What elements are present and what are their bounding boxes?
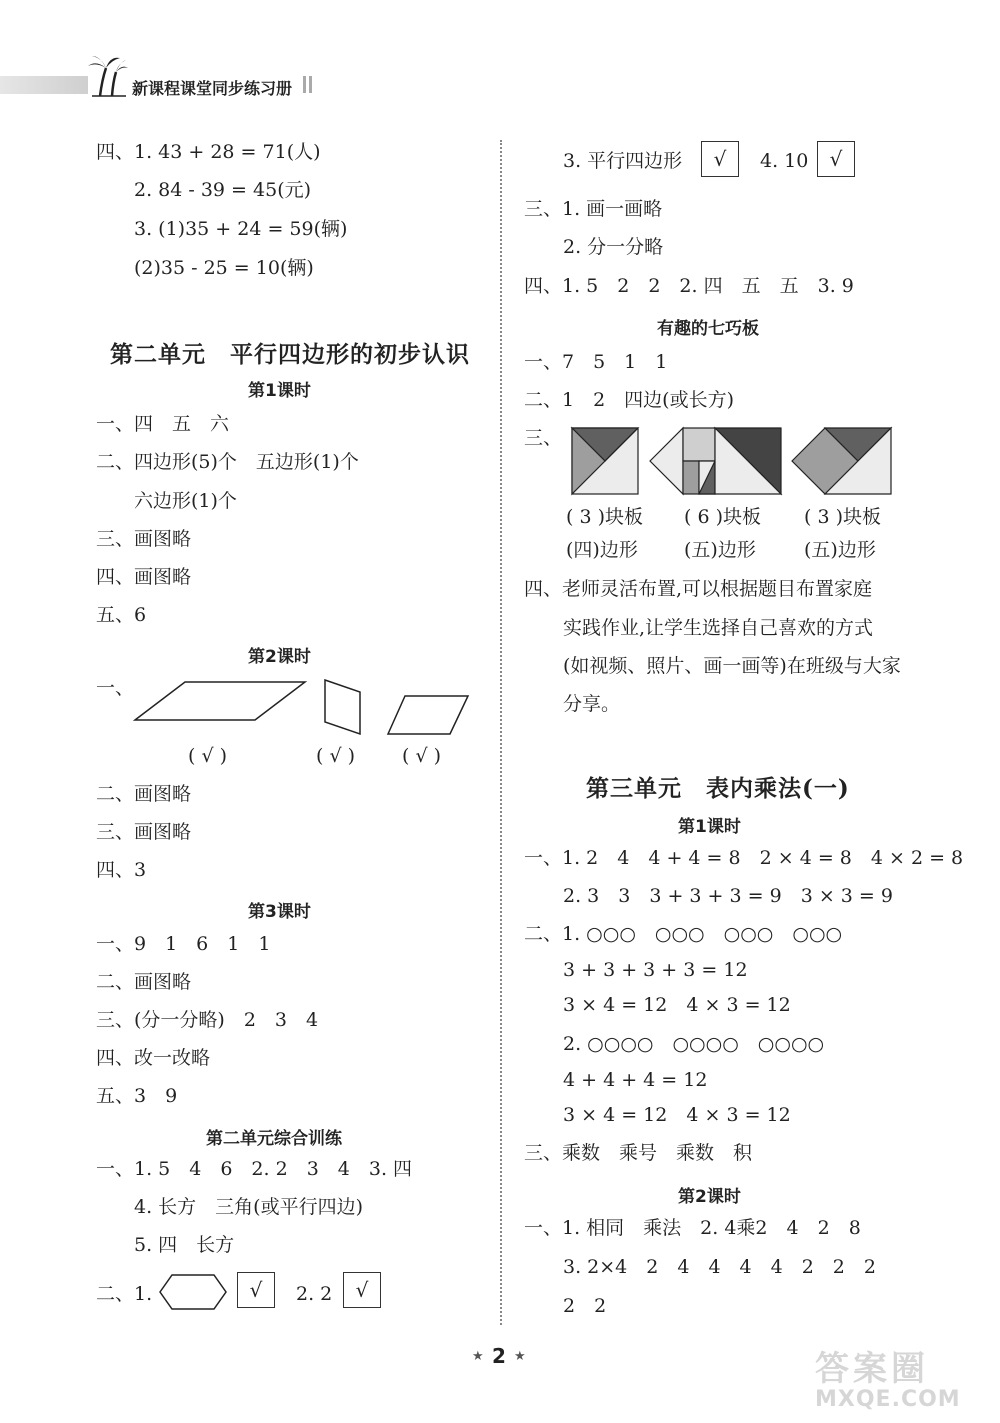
answer-line: 六边形(1)个 — [134, 490, 237, 512]
answer-line: 三、(分一分略) 2 3 4 — [96, 1009, 319, 1031]
header-tick — [309, 76, 312, 93]
answer-line: 3 × 4 = 12 4 × 3 = 12 — [563, 994, 791, 1016]
star-icon: ★ — [514, 1349, 526, 1364]
answer-line: 二、四边形(5)个 五边形(1)个 — [96, 451, 359, 473]
answer-line: 三、画图略 — [96, 528, 192, 550]
lesson-title: 第2课时 — [248, 647, 311, 667]
answer-line: 一、1. 相同 乘法 2. 4乘2 4 2 8 — [524, 1217, 861, 1239]
page-number: 2 — [492, 1344, 506, 1368]
unit-title: 第二单元 平行四边形的初步认识 — [110, 341, 470, 368]
palm-tree-icon — [86, 52, 130, 98]
check-mark-label: ( √ ) — [188, 745, 228, 767]
tangram-figure — [570, 426, 895, 496]
piece-count: ( 3 )块板 — [804, 506, 881, 528]
lesson-title: 第3课时 — [248, 902, 311, 922]
watermark-logo — [815, 1350, 995, 1418]
answer-line: 五、6 — [96, 604, 147, 626]
answer-line: 二、1 2 四边(或长方) — [524, 389, 735, 411]
answer-line: 4. 长方 三角(或平行四边) — [134, 1196, 363, 1218]
answer-line: 五、3 9 — [96, 1085, 178, 1107]
watermark-url: MXQE.COM — [815, 1387, 961, 1412]
answer-line: 3. (1)35 + 24 = 59(辆) — [134, 218, 348, 240]
answer-line: 4 + 4 + 4 = 12 — [563, 1069, 708, 1091]
answer-line: 三、1. 画一画略 — [524, 198, 663, 220]
answer-line: 一、1. 2 4 4 + 4 = 8 2 × 4 = 8 4 × 2 = 8 — [524, 847, 964, 869]
check-box: √ — [817, 141, 855, 177]
answer-line: 2. ○○○○ ○○○○ ○○○○ — [563, 1033, 825, 1055]
check-box: √ — [701, 141, 739, 177]
answer-line: 5. 四 长方 — [134, 1234, 235, 1256]
answer-line: 二、1. — [96, 1283, 153, 1305]
answer-line: 四、1. 43 + 28 = 71(人) — [96, 141, 321, 163]
lesson-title: 第1课时 — [678, 817, 741, 837]
paragraph-line: (如视频、照片、画一画等)在班级与大家 — [563, 655, 901, 677]
check-box: √ — [343, 1272, 381, 1308]
paragraph-line: 四、老师灵活布置,可以根据题目布置家庭 — [524, 578, 873, 600]
answer-line: 三、画图略 — [96, 821, 192, 843]
answer-line: 2. 2 — [296, 1283, 333, 1305]
answer-line: 二、画图略 — [96, 783, 192, 805]
answer-line: (2)35 - 25 = 10(辆) — [134, 257, 314, 279]
answer-line: 四、画图略 — [96, 566, 192, 588]
check-mark-label: ( √ ) — [316, 745, 356, 767]
answer-line: 四、1. 5 2 2 2. 四 五 五 3. 9 — [524, 275, 854, 297]
section-title: 第二单元综合训练 — [206, 1129, 342, 1149]
answer-line: 2. 分一分略 — [563, 236, 664, 258]
check-box: √ — [237, 1272, 275, 1308]
lesson-title: 第2课时 — [678, 1187, 741, 1207]
check-mark-label: ( √ ) — [402, 745, 442, 767]
answer-line: 3. 平行四边形 — [563, 150, 683, 172]
answer-line: 一、1. 5 4 6 2. 2 3 4 3. 四 — [96, 1158, 413, 1180]
header-decoration-bar — [0, 76, 88, 94]
answer-line: 一、9 1 6 1 1 — [96, 933, 271, 955]
parallelogram-figure — [130, 678, 470, 740]
answer-line: 2. 3 3 3 + 3 + 3 = 9 3 × 3 = 9 — [563, 885, 893, 907]
answer-line: 三、 — [524, 427, 563, 449]
answer-line: 四、3 — [96, 859, 147, 881]
answer-line: 3 + 3 + 3 + 3 = 12 — [563, 959, 748, 981]
watermark-text: 答案圈 — [815, 1349, 929, 1389]
answer-line: 3 × 4 = 12 4 × 3 = 12 — [563, 1104, 791, 1126]
paragraph-line: 实践作业,让学生选择自己喜欢的方式 — [563, 617, 874, 639]
unit-title: 第三单元 表内乘法(一) — [586, 775, 850, 802]
answer-line: 二、画图略 — [96, 971, 192, 993]
answer-line: 一、7 5 1 1 — [524, 351, 668, 373]
star-icon: ★ — [472, 1349, 484, 1364]
paragraph-line: 分享。 — [563, 693, 621, 715]
answer-line: 二、1. ○○○ ○○○ ○○○ ○○○ — [524, 923, 843, 945]
section-title: 有趣的七巧板 — [657, 319, 759, 339]
answer-line: 4. 10 — [760, 150, 809, 172]
hexagon-figure — [158, 1272, 228, 1312]
answer-line: 3. 2×4 2 4 4 4 4 2 2 2 — [563, 1256, 876, 1278]
piece-count: ( 3 )块板 — [566, 506, 643, 528]
answer-line: 四、改一改略 — [96, 1047, 211, 1069]
lesson-title: 第1课时 — [248, 381, 311, 401]
answer-line: 一、 — [96, 677, 135, 699]
shape-sides: (五)边形 — [684, 539, 756, 561]
book-title: 新课程课堂同步练习册 — [132, 79, 293, 98]
answer-line: 2 2 — [563, 1295, 607, 1317]
answer-line: 2. 84 - 39 = 45(元) — [134, 179, 312, 201]
answer-line: 三、乘数 乘号 乘数 积 — [524, 1142, 753, 1164]
shape-sides: (五)边形 — [804, 539, 876, 561]
column-divider — [500, 140, 502, 1325]
header-tick — [303, 76, 306, 93]
shape-sides: (四)边形 — [566, 539, 638, 561]
piece-count: ( 6 )块板 — [684, 506, 761, 528]
answer-line: 一、四 五 六 — [96, 413, 230, 435]
